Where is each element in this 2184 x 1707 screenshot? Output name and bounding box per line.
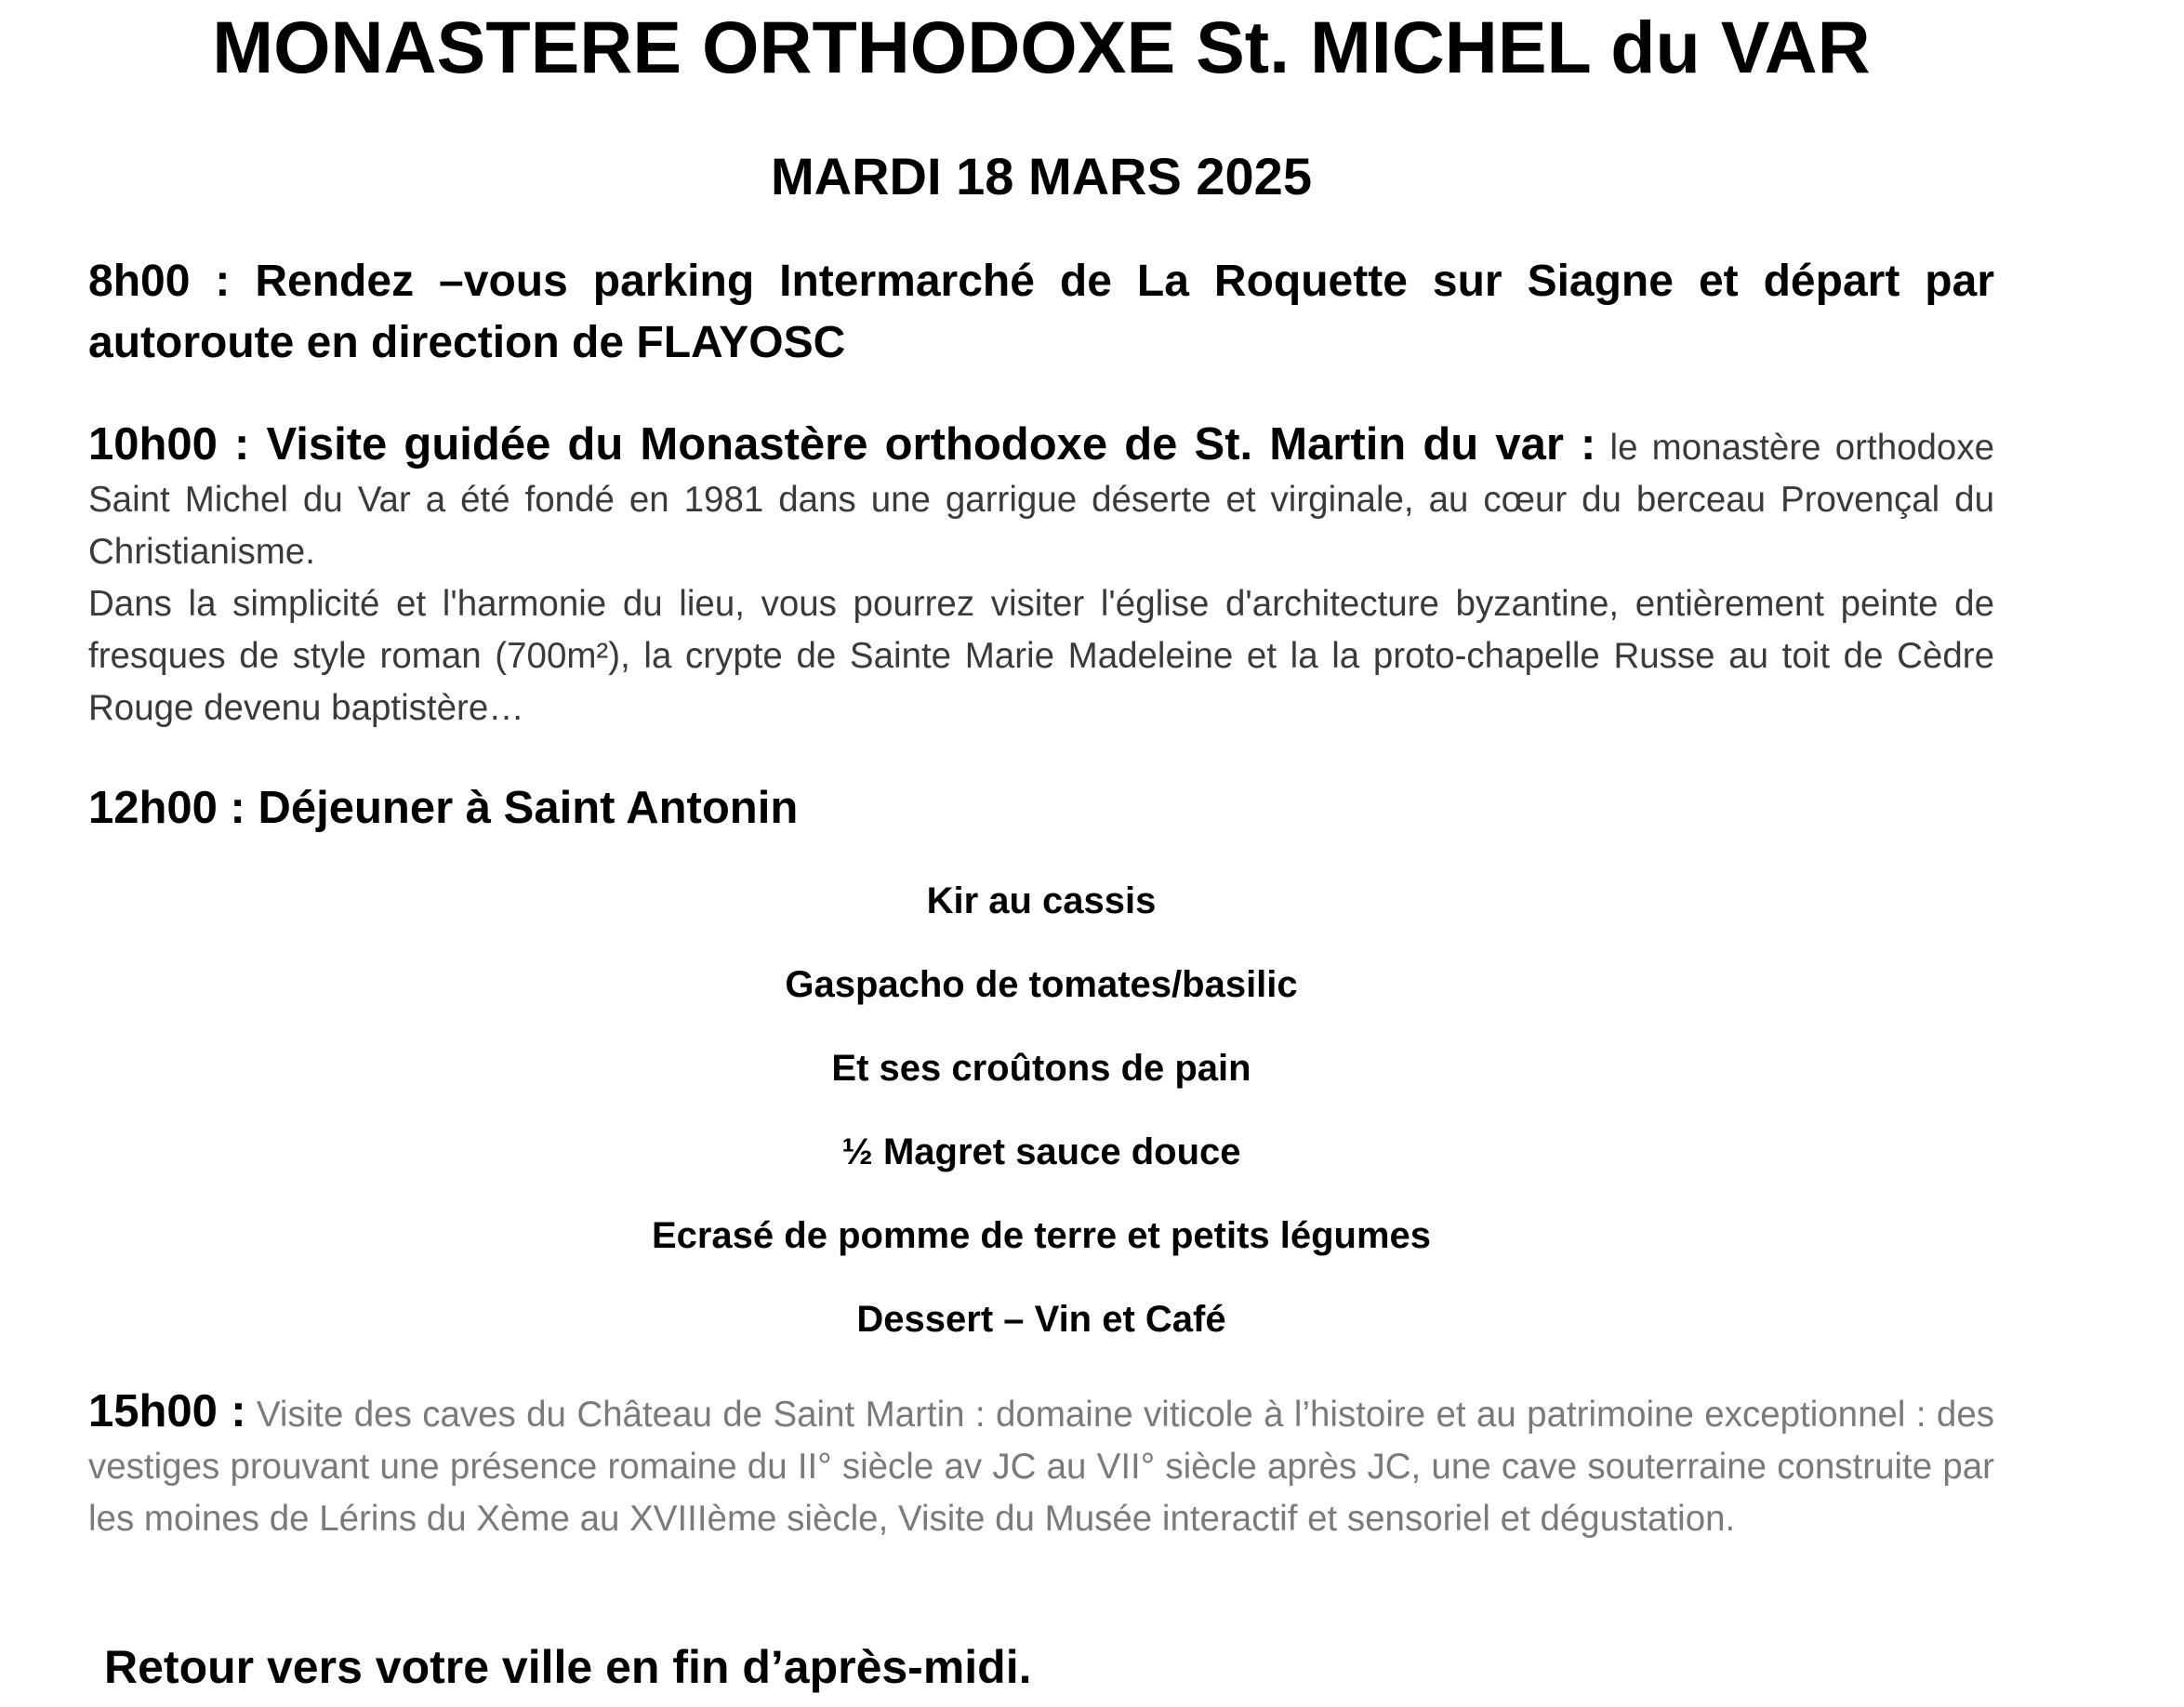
schedule-item-10h00-heading: 10h00 : Visite guidée du Monastère orthodoxe de St. Martin du var : [88, 419, 1596, 470]
lunch-menu [0, 874, 2083, 1376]
event-date: MARDI 18 MARS 2025 [771, 147, 1312, 205]
menu-item: ½ Magret sauce douce [841, 1131, 1241, 1172]
schedule-item-15h00-text: Visite des caves du Château de Saint Martin : domaine viticole à l’histoire et au patrimoine exceptionnel : des vestiges prouvant une présence romaine du II° siècle av JC au VII° siècle après JC, une cave souterraine construite par les moines de Lérins du Xème au XVIIIème siècle, Visite du Musée interactif et sensoriel et dégustation. [88, 1395, 1994, 1539]
schedule-item-8h00: 8h00 : Rendez –vous parking Intermarché de La Roquette sur Siagne et départ par autoroute en direction de FLAYOSC [88, 257, 1994, 367]
schedule-item-10h00-text-2: Dans la simplicité et l'harmonie du lieu, vous pourrez visiter l'église d'architecture byzantine, entièrement peinte de fresques de style roman (700m²), la crypte de Sainte Marie Madeleine et la la proto-chapelle Russe au toit de Cèdre Rouge devenu baptistère… [88, 584, 1994, 728]
schedule-item-12h00: 12h00 : Déjeuner à Saint Antonin [88, 783, 799, 833]
document-title: MONASTERE ORTHODOXE St. MICHEL du VAR [212, 6, 1871, 88]
menu-item: Kir au cassis [926, 880, 1157, 921]
schedule-item-15h00 [88, 1385, 1994, 1545]
schedule-item-10h00 [88, 418, 1994, 734]
menu-item: Et ses croûtons de pain [831, 1048, 1251, 1089]
schedule-item-10h00-first-para [88, 418, 1994, 578]
menu-item: Ecrasé de pomme de terre et petits légumes [651, 1215, 1432, 1256]
menu-item: Gaspacho de tomates/basilic [785, 964, 1298, 1005]
schedule-item-10h00-text-1: le monastère orthodoxe Saint Michel du Var a été fondé en 1981 dans une garrigue déserte et virginale, au cœur du berceau Provençal du Christianisme. [88, 428, 1994, 572]
schedule-item-15h00-heading: 15h00 : [88, 1386, 246, 1436]
closing-note: Retour vers votre ville en fin d’après-midi. [104, 1641, 1032, 1693]
menu-item: Dessert – Vin et Café [856, 1299, 1226, 1340]
